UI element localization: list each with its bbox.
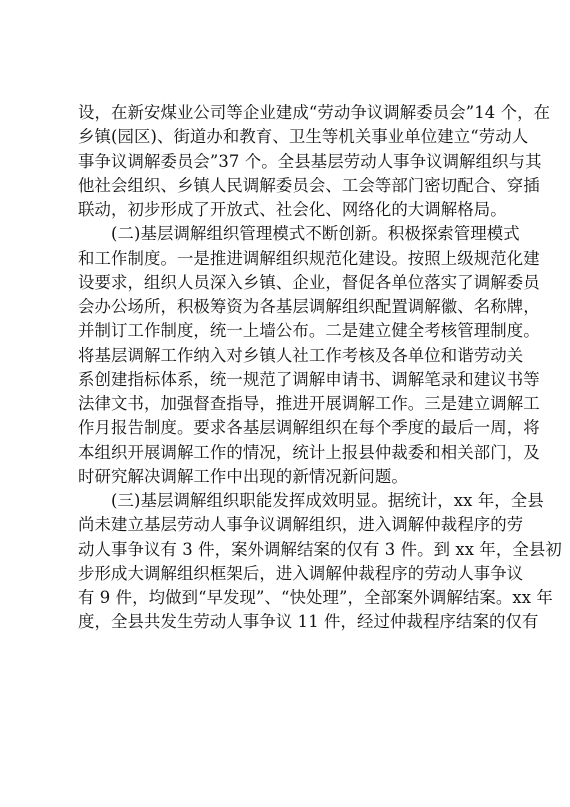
text-line-12: 系创建指标体系，统一规范了调解申请书、调解笔录和建议书等 [78,369,540,389]
text-line-21: 有 9 件，均做到“早发现”、“快处理”，全部案外调解结案。xx 年 [78,588,553,607]
text-line-9: 会办公场所，积极筹资为各基层调解组织配置调解徽、名称牌， [78,297,540,316]
body-text [78,101,562,635]
text-line-11: 将基层调解工作纳入对乡镇人社工作考核及各单位和谐劳动关 [78,345,524,365]
text-line-2: 乡镇(园区)、街道办和教育、卫生等机关事业单位建立“劳动人 [78,127,529,147]
text-line-14: 作月报告制度。要求各基层调解组织在每个季度的最后一周，将 [78,418,540,438]
text-line-8: 设要求，组织人员深入乡镇、企业，督促各单位落实了调解委员 [78,272,540,292]
text-line-1: 设，在新安煤业公司等企业建成“劳动争议调解委员会”14 个，在 [78,103,551,122]
text-line-10: 并制订工作制度，统一上墙公布。二是建立健全考核管理制度。 [78,321,540,341]
text-line-19: 动人事争议有 3 件，案外调解结案的仅有 3 件。到 xx 年，全县初 [78,539,562,559]
text-line-5: 联动，初步形成了开放式、社会化、网络化的大调解格局。 [78,200,507,219]
text-line-13: 法律文书，加强督查指导，推进开展调解工作。三是建立调解工 [78,394,540,413]
text-line-7: 和工作制度。一是推进调解组织规范化建设。按照上级规范化建 [78,248,540,268]
text-line-15: 本组织开展调解工作的情况，统计上报县仲裁委和相关部门，及 [78,442,540,462]
text-line-4: 他社会组织、乡镇人民调解委员会、工会等部门密切配合、穿插 [78,175,540,195]
section-heading-3: (三)基层调解组织职能发挥成效明显。据统计，xx 年，全县 [111,491,544,510]
text-line-16: 时研究解决调解工作中出现的新情况新问题。 [78,466,408,486]
text-line-20: 步形成大调解组织框架后，进入调解仲裁程序的劳动人事争议 [78,563,524,583]
text-line-3: 事争议调解委员会”37 个。全县基层劳动人事争议调解组织与其 [78,151,542,171]
section-heading-2: (二)基层调解组织管理模式不断创新。积极探索管理模式 [111,224,520,244]
text-line-18: 尚未建立基层劳动人事争议调解组织，进入调解仲裁程序的劳 [78,515,524,535]
text-line-22: 度，全县共发生劳动人事争议 11 件，经过仲裁程序结案的仅有 [78,612,539,632]
